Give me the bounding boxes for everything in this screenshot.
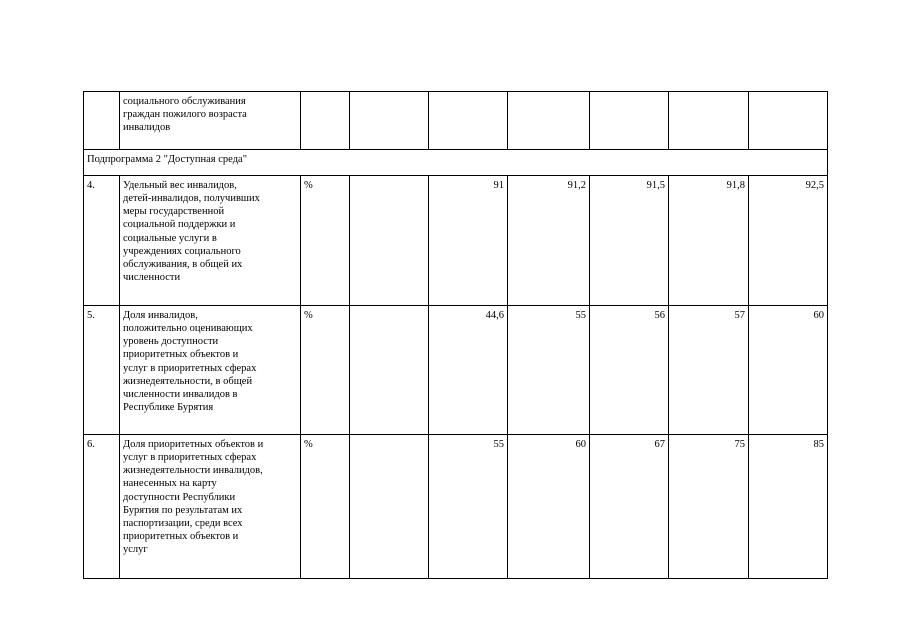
value-cell [508, 92, 590, 150]
value-cell: 67 [590, 435, 669, 579]
unit-cell: % [301, 176, 350, 306]
row-number: 6. [84, 435, 120, 579]
value-cell [350, 435, 429, 579]
value-cell: 91,2 [508, 176, 590, 306]
value-cell: 55 [429, 435, 508, 579]
indicators-table [83, 91, 828, 579]
unit-cell: % [301, 435, 350, 579]
section-row [84, 150, 828, 176]
value-cell: 57 [669, 306, 749, 435]
value-cell [749, 92, 828, 150]
indicator-name: социального обслуживания граждан пожилого возраста инвалидов [120, 92, 301, 150]
value-cell: 56 [590, 306, 669, 435]
row-number [84, 92, 120, 150]
table-row [84, 435, 828, 579]
value-cell: 75 [669, 435, 749, 579]
value-cell: 44,6 [429, 306, 508, 435]
unit-cell [301, 92, 350, 150]
value-cell: 92,5 [749, 176, 828, 306]
value-cell: 91,8 [669, 176, 749, 306]
value-cell: 60 [508, 435, 590, 579]
indicator-name: Удельный вес инвалидов, детей-инвалидов, получивших меры государственной социальной поддержки и социальные услуги в учреждениях социального обслуживания, в общей их численности [120, 176, 301, 306]
value-cell: 60 [749, 306, 828, 435]
unit-cell: % [301, 306, 350, 435]
value-cell [429, 92, 508, 150]
row-number: 5. [84, 306, 120, 435]
section-title: Подпрограмма 2 "Доступная среда" [84, 150, 828, 176]
indicator-name: Доля инвалидов, положительно оценивающих уровень доступности приоритетных объектов и услуг в приоритетных сферах жизнедеятельности, в общей численности инвалидов в Республике Бурятия [120, 306, 301, 435]
value-cell: 91 [429, 176, 508, 306]
value-cell: 85 [749, 435, 828, 579]
value-cell [350, 306, 429, 435]
table-row-continued [84, 92, 828, 150]
value-cell: 91,5 [590, 176, 669, 306]
value-cell [350, 176, 429, 306]
row-number: 4. [84, 176, 120, 306]
table-row [84, 306, 828, 435]
indicator-name: Доля приоритетных объектов и услуг в приоритетных сферах жизнедеятельности инвалидов, нанесенных на карту доступности Республики Бурятия по результатам их паспортизации, среди всех приоритетных объектов и услуг [120, 435, 301, 579]
value-cell: 55 [508, 306, 590, 435]
value-cell [590, 92, 669, 150]
value-cell [669, 92, 749, 150]
value-cell [350, 92, 429, 150]
table-row [84, 176, 828, 306]
